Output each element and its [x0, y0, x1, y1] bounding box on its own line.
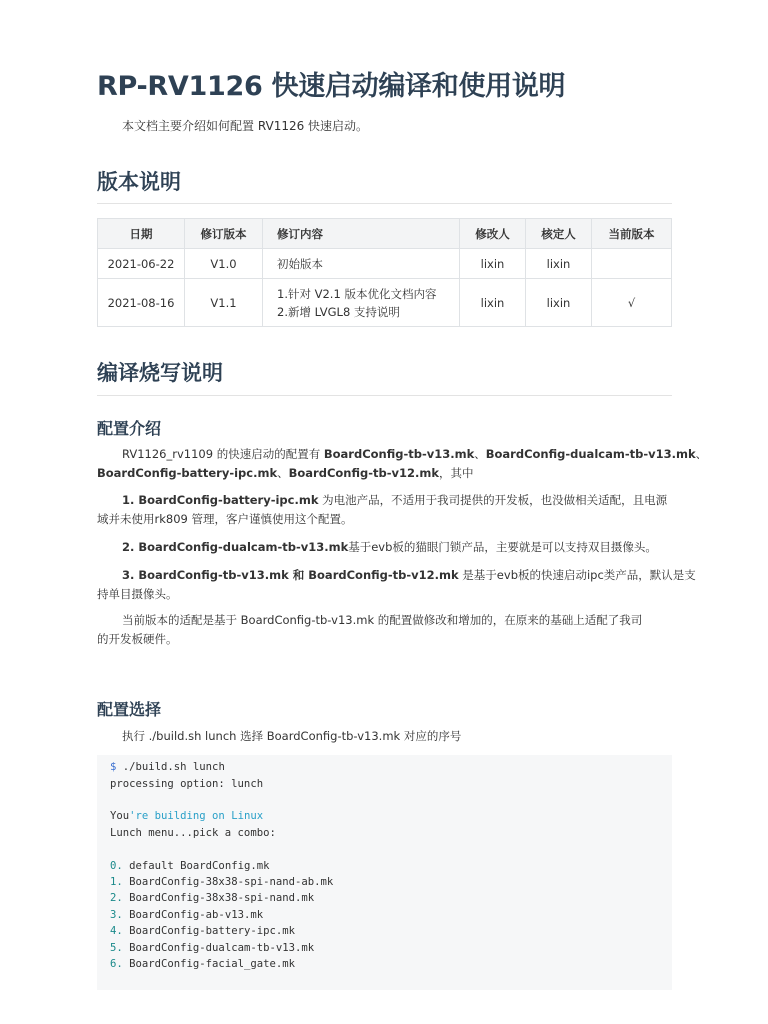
cell-current: [592, 249, 672, 279]
code-line: [110, 892, 314, 904]
menu-number: 0.: [110, 860, 123, 872]
col-header-approver: 核定人: [526, 219, 592, 249]
text-span: ，其中: [439, 466, 474, 480]
col-header-date: 日期: [98, 219, 185, 249]
code-line: [110, 810, 263, 822]
intro-paragraph: 本文档主要介绍如何配置 RV1126 快速启动。: [122, 119, 369, 133]
code-text: You: [110, 810, 130, 822]
text-span: RV1126_rv1109 的快速启动的配置有: [122, 447, 324, 461]
code-text: BoardConfig-38x38-spi-nand.mk: [122, 892, 315, 904]
dualcam-config-paragraph: [122, 538, 657, 557]
config-name: BoardConfig-tb-v13.mk: [323, 447, 475, 461]
content-line: 1.针对 V2.1 版本优化文档内容: [277, 286, 437, 301]
menu-number: 4.: [110, 925, 123, 937]
cell-date: 2021-08-16: [98, 279, 185, 327]
code-line: [110, 860, 269, 872]
code-text: BoardConfig-facial_gate.mk: [122, 958, 295, 970]
title-text: 快速启动编译和使用说明: [271, 71, 566, 102]
text-span: 当前版本的适配是基于 BoardConfig-tb-v13.mk 的配置做修改和增加的，在原来的基础上适配了我司: [122, 613, 643, 627]
cell-version: V1.0: [185, 249, 263, 279]
config-name: BoardConfig-dualcam-tb-v13.mk: [485, 447, 696, 461]
cell-approver: lixin: [526, 249, 592, 279]
battery-config-paragraph: [97, 491, 677, 529]
code-line: [110, 876, 333, 888]
code-text: BoardConfig-38x38-spi-nand-ab.mk: [122, 876, 334, 888]
code-string: 're building on Linux: [129, 810, 264, 822]
table-row: [98, 249, 672, 279]
heading-divider: [97, 395, 672, 396]
version-heading: 版本说明: [97, 170, 181, 194]
cell-author: lixin: [460, 279, 526, 327]
code-line: [110, 761, 225, 773]
col-header-current: 当前版本: [592, 219, 672, 249]
menu-number: 1.: [110, 876, 123, 888]
cell-date: 2021-06-22: [98, 249, 185, 279]
table-header-row: [98, 219, 672, 249]
version-table-wrap: [97, 218, 672, 327]
config-name: 1. BoardConfig-battery-ipc.mk: [122, 493, 319, 507]
text-span: 是基于evb板的快速启动ipc类产品，默认是支: [458, 568, 696, 582]
config-name: BoardConfig-tb-v12.mk: [288, 466, 439, 480]
code-line: [110, 925, 295, 937]
code-line: [110, 942, 314, 954]
menu-number: 6.: [110, 958, 123, 970]
cell-author: lixin: [460, 249, 526, 279]
menu-number: 5.: [110, 942, 123, 954]
col-header-content: 修订内容: [263, 219, 460, 249]
text-span: 、: [277, 466, 289, 480]
cell-content: [263, 249, 460, 279]
code-line: [110, 958, 295, 970]
config-select-heading: 配置选择: [97, 700, 162, 719]
text-span: 域并未使用rk809 管理，客户谨慎使用这个配置。: [97, 512, 353, 526]
heading-divider: [97, 203, 672, 204]
version-table: [97, 218, 672, 327]
prompt-symbol: $: [110, 761, 117, 773]
text-span: 、: [695, 447, 708, 461]
config-select-paragraph: 执行 ./build.sh lunch 选择 BoardConfig-tb-v13.mk 对应的序号: [122, 729, 462, 743]
config-name: 2. BoardConfig-dualcam-tb-v13.mk: [122, 540, 349, 554]
code-text: BoardConfig-dualcam-tb-v13.mk: [122, 942, 315, 954]
page-title: [97, 64, 565, 103]
cell-version: V1.1: [185, 279, 263, 327]
code-block: [97, 755, 672, 990]
code-line: processing option: lunch: [110, 778, 264, 790]
current-version-paragraph: [97, 611, 677, 649]
code-text: default BoardConfig.mk: [122, 860, 270, 872]
menu-number: 2.: [110, 892, 123, 904]
code-line: [110, 909, 263, 921]
content-line: 初始版本: [277, 256, 323, 271]
menu-number: 3.: [110, 909, 123, 921]
col-header-author: 修改人: [460, 219, 526, 249]
code-text: BoardConfig-ab-v13.mk: [122, 909, 264, 921]
code-text: ./build.sh lunch: [116, 761, 225, 773]
compile-heading: 编译烧写说明: [97, 361, 223, 385]
text-span: 的开发板硬件。: [97, 632, 178, 646]
text-span: 为电池产品，不适用于我司提供的开发板，也没做相关适配，且电源: [318, 493, 668, 507]
text-span: 、: [474, 447, 486, 461]
config-intro-paragraph: [97, 445, 708, 483]
text-span: 基于evb板的猫眼门锁产品，主要就是可以支持双目摄像头。: [348, 540, 657, 554]
code-text: BoardConfig-battery-ipc.mk: [122, 925, 295, 937]
col-header-version: 修订版本: [185, 219, 263, 249]
table-row: [98, 279, 672, 327]
code-line: Lunch menu...pick a combo:: [110, 827, 276, 839]
cell-approver: lixin: [526, 279, 592, 327]
config-name: 3. BoardConfig-tb-v13.mk 和 BoardConfig-tb-v12.mk: [122, 568, 459, 582]
cell-current: √: [592, 279, 672, 327]
content-line: 2.新增 LVGL8 支持说明: [277, 304, 400, 319]
tb-config-paragraph: [97, 566, 696, 604]
title-product: RP-RV1126: [97, 71, 272, 102]
text-span: 持单目摄像头。: [97, 587, 178, 601]
cell-content: [263, 279, 460, 327]
config-name: BoardConfig-battery-ipc.mk: [97, 466, 278, 480]
config-intro-heading: 配置介绍: [97, 419, 162, 438]
